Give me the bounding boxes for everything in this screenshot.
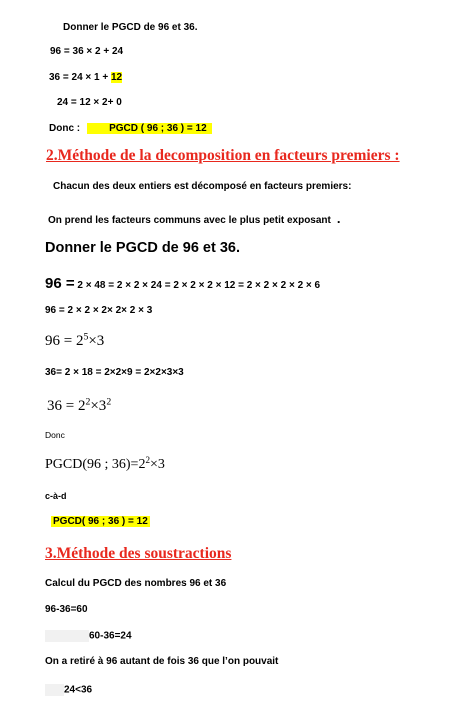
section1-conclusion-value: PGCD ( 96 ; 36 ) = 12 <box>87 123 212 134</box>
formula36-exponent1: 2 <box>85 396 91 408</box>
formula96-exponent: 5 <box>83 331 89 343</box>
section1-step2-highlight: 12 <box>111 72 123 83</box>
section2-decomp36: 36= 2 × 18 = 2×2×9 = 2×2×3×3 <box>45 367 184 378</box>
section1-conclusion-label: Donc : <box>49 123 81 134</box>
section2-decomp96-lhs: 96 = <box>45 275 75 292</box>
section2-intro2 <box>48 211 341 226</box>
formula96-base: 96 = 2 <box>45 333 84 349</box>
section2-pgcd-formula <box>45 457 165 473</box>
section2-heading: 2.Méthode de la decomposition en facteurs premiers : <box>46 147 400 164</box>
line5-indent-box <box>45 684 64 696</box>
section3-heading: 3.Méthode des soustractions <box>45 545 232 562</box>
section2-formula96 <box>45 333 104 350</box>
pgcd-formula-exponent: 2 <box>145 455 151 465</box>
section3-line4: On a retiré à 96 autant de fois 36 que l’on pouvait <box>45 656 279 667</box>
formula36-base: 36 = 2 <box>47 398 86 414</box>
pgcd-formula-base: PGCD(96 ; 36)=2 <box>45 457 146 472</box>
section3-line5-text: 24<36 <box>64 684 93 696</box>
section2-intro1: Chacun des deux entiers est décomposé en facteurs premiers: <box>53 181 352 192</box>
section2-decomp96-line2: 96 = 2 × 2 × 2× 2× 2 × 3 <box>45 305 153 316</box>
section1-step3: 24 = 12 × 2+ 0 <box>57 97 122 108</box>
section1-step2 <box>49 72 122 83</box>
section2-result: PGCD( 96 ; 36 ) = 12 <box>53 516 148 527</box>
section3-line1: Calcul du PGCD des nombres 96 et 36 <box>45 578 227 589</box>
section3-line2: 96-36=60 <box>45 604 88 615</box>
section2-decomp96-rhs: 2 × 48 = 2 × 2 × 24 = 2 × 2 × 2 × 12 = 2 × 2 × 2 × 2 × 6 <box>77 280 321 291</box>
section3-line3 <box>45 630 132 642</box>
pgcd-formula-tail: ×3 <box>150 457 165 472</box>
section1-step1: 96 = 36 × 2 + 24 <box>50 46 124 57</box>
formula36-exponent2: 2 <box>106 396 112 408</box>
section2-donc: Donc <box>45 430 65 440</box>
formula96-tail: ×3 <box>88 333 105 349</box>
section1-step2-prefix: 36 = 24 × 1 + <box>49 72 111 83</box>
section2-intro2-end: . <box>336 211 341 226</box>
section3-line5 <box>45 684 92 696</box>
formula36-mid: ×3 <box>90 398 107 414</box>
section2-decomp96 <box>45 275 320 292</box>
line3-indent-box <box>45 630 89 642</box>
section1-prompt: Donner le PGCD de 96 et 36. <box>63 22 198 33</box>
section3-line3-text: 60-36=24 <box>89 630 132 642</box>
section2-formula36 <box>47 398 111 415</box>
section2-prompt: Donner le PGCD de 96 et 36. <box>45 240 241 256</box>
section2-cad: c-à-d <box>45 491 67 501</box>
section2-intro2-text: On prend les facteurs communs avec le plus petit exposant <box>48 215 331 226</box>
section2-result-line <box>51 516 150 527</box>
section1-conclusion <box>49 123 212 134</box>
